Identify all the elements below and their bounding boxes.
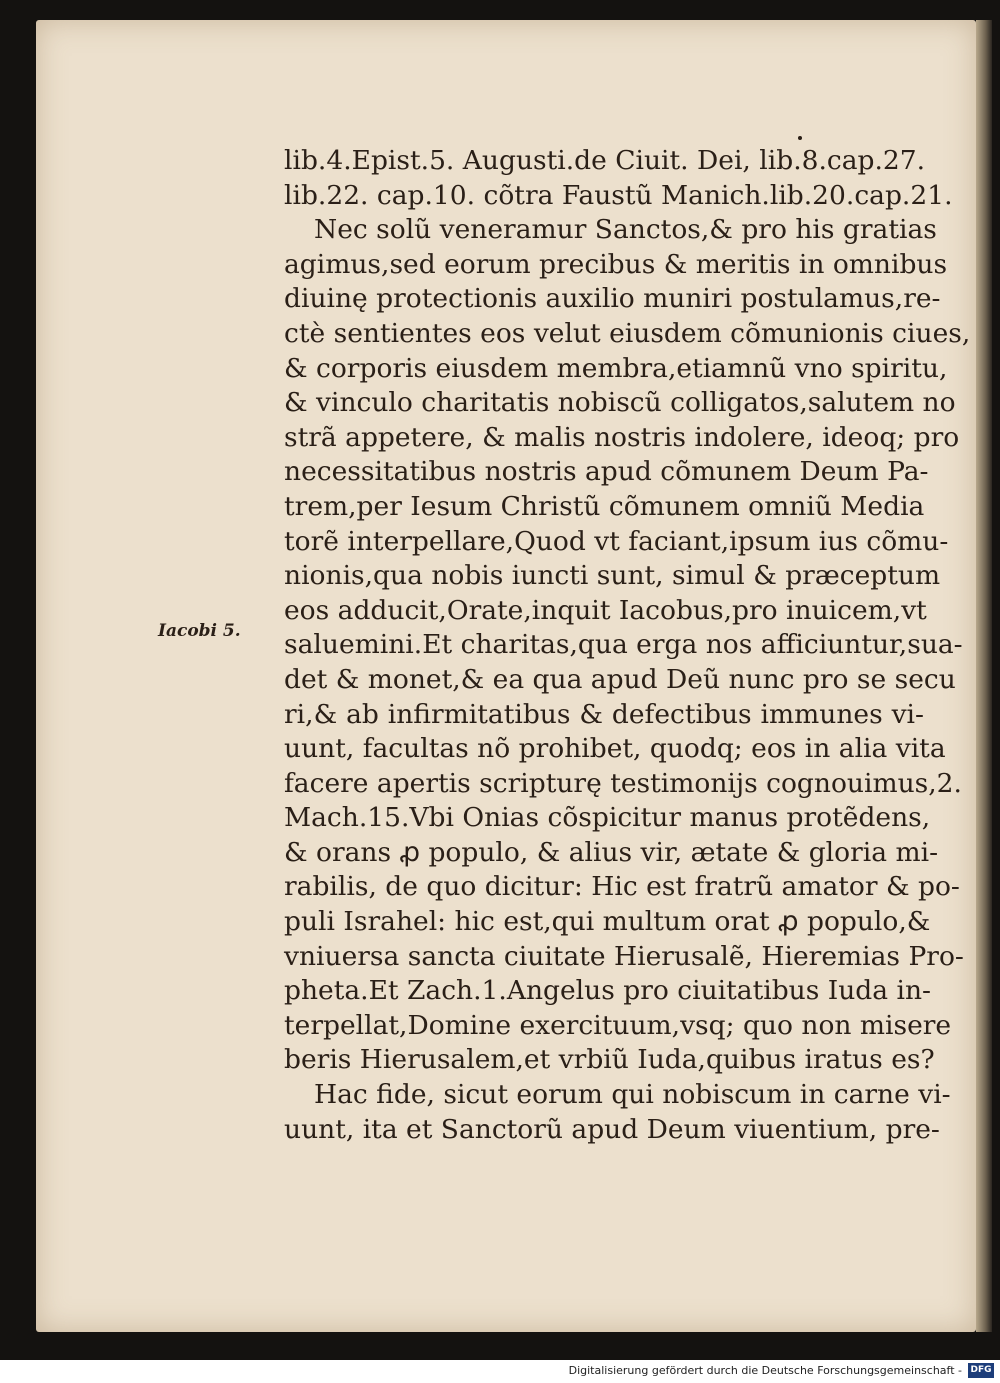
text-line: & corporis eiusdem membra,etiamnũ vno spiritu, [284, 352, 948, 384]
text-line: pheta.Et Zach.1.Angelus pro ciuitatibus Iuda in- [284, 975, 931, 1007]
text-line: beris Hierusalem,et vrbiũ Iuda,quibus iratus es? [284, 1044, 935, 1076]
margin-note: Iacobi 5. [158, 621, 241, 641]
dfg-logo: DFG [968, 1363, 994, 1378]
body-text [284, 144, 971, 1147]
text-line: necessitatibus nostris apud cõmunem Deum Pa- [284, 456, 929, 488]
text-line: trem,per Iesum Christũ cõmunem omniũ Media [284, 490, 925, 522]
text-line: & orans ꝓ populo, & alius vir, ætate & gloria mi- [284, 836, 939, 868]
text-line: diuinę protectionis auxilio muniri postulamus,re- [284, 283, 941, 315]
text-line: uunt, ita et Sanctorũ apud Deum viuentium, pre- [284, 1113, 940, 1145]
text-line: strã appetere, & malis nostris indolere, ideoq; pro [284, 421, 960, 453]
text-line: vniuersa sancta ciuitate Hierusalẽ, Hieremias Pro- [284, 940, 964, 972]
text-line: uunt, facultas nõ prohibet, quodq; eos in alia vita [284, 733, 946, 765]
text-line: rabilis, de quo dicitur: Hic est fratrũ amator & po- [284, 871, 960, 903]
footer-bar [0, 1360, 1000, 1383]
text-line: puli Israhel: hic est,qui multum orat ꝓ populo,& [284, 906, 931, 938]
text-line: ri,& ab infirmitatibus & defectibus immunes vi- [284, 698, 924, 730]
text-line: & vinculo charitatis nobiscũ colligatos,salutem no [284, 387, 956, 419]
text-line: terpellat,Domine exercituum,vsq; quo non misere [284, 1009, 952, 1041]
text-line: ctè sentientes eos velut eiusdem cõmunionis ciues, [284, 317, 971, 349]
text-line: nionis,qua nobis iuncti sunt, simul & præceptum [284, 560, 941, 592]
text-line: torẽ interpellare,Quod vt faciant,ipsum ius cõmu- [284, 525, 949, 557]
text-line: lib.22. cap.10. cõtra Faustũ Manich.lib.20.cap.21. [284, 179, 953, 211]
funding-credit: Digitalisierung gefördert durch die Deutsche Forschungsgemeinschaft - [568, 1364, 962, 1377]
page-edge-shadow [976, 20, 992, 1332]
text-line: lib.4.Epist.5. Augusti.de Ciuit. Dei, lib.8.cap.27. [284, 145, 926, 176]
text-line: agimus,sed eorum precibus & meritis in omnibus [284, 248, 948, 280]
paragraph-start-line: Nec solũ veneramur Sanctos,& pro his gratias [314, 214, 937, 246]
text-line: eos adducit,Orate,inquit Iacobus,pro inuicem,vt [284, 594, 927, 626]
text-line: facere apertis scripturę testimonijs cognouimus,2. [284, 767, 962, 799]
text-line: saluemini.Et charitas,qua erga nos afficiuntur,sua- [284, 629, 963, 661]
text-line: det & monet,& ea qua apud Deũ nunc pro se secu [284, 663, 956, 695]
text-line: Mach.15.Vbi Onias cõspicitur manus protẽdens, [284, 802, 931, 834]
paragraph-start-line: Hac fide, sicut eorum qui nobiscum in carne vi- [314, 1079, 951, 1111]
reference-mark [798, 136, 802, 140]
